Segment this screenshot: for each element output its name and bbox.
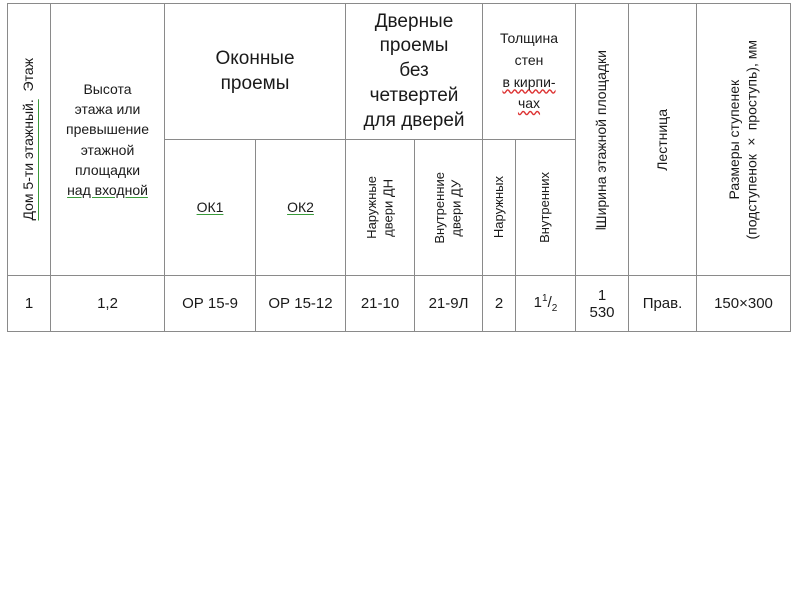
specification-table	[7, 3, 791, 332]
header-door-outer-line2: двери ДН	[380, 178, 395, 237]
header-stair-text: Лестница	[653, 108, 670, 171]
header-wall-inner-text: Внутренних	[537, 172, 553, 243]
header-windows-line: Оконные	[215, 47, 295, 69]
cell-floor-value: 1	[24, 294, 34, 312]
cell-stair	[629, 276, 697, 332]
header-landing-width-text: Ширина этажной площадки	[593, 49, 610, 229]
cell-floor	[8, 276, 51, 332]
cell-height	[51, 276, 165, 332]
header-ok1-text: ОК1	[196, 198, 224, 215]
cell-wall-inner-whole: 1	[533, 294, 543, 311]
header-height-line: превышение	[65, 121, 149, 138]
cell-wall-outer-value: 2	[494, 294, 504, 312]
header-walls-line: чах	[517, 95, 541, 112]
cell-wall-inner-numerator: 1	[542, 293, 548, 304]
header-height-line: этажной	[80, 141, 135, 158]
header-doors-line: без	[399, 60, 429, 82]
cell-steps-value: 150×300	[714, 294, 773, 312]
header-height-line: этажа или	[74, 100, 141, 117]
header-walls	[483, 4, 576, 140]
header-doors-line: четвертей	[369, 84, 459, 106]
header-floor-line2: Этаж	[20, 58, 37, 92]
header-steps-line2: (подступенок × проступь), мм	[743, 39, 760, 240]
cell-landing-width-line1: 1	[597, 286, 607, 304]
cell-landing-width-line2: 530	[589, 303, 615, 321]
header-door-inner-line2: двери ДУ	[448, 179, 464, 236]
header-windows-line: проемы	[220, 72, 290, 94]
header-wall-outer	[483, 140, 516, 276]
header-door-inner	[415, 140, 483, 276]
header-steps	[697, 4, 791, 276]
header-ok2	[256, 140, 346, 276]
header-doors-line: проемы	[379, 35, 449, 57]
header-door-outer	[346, 140, 415, 276]
cell-landing-width	[576, 276, 629, 332]
header-steps-line1: Размеры ступенек	[726, 79, 742, 200]
header-windows	[165, 4, 346, 140]
cell-ok2-value: ОР 15-12	[268, 294, 333, 312]
header-walls-line: Толщина	[500, 30, 558, 47]
header-stair	[629, 4, 697, 276]
header-walls-line: в кирпи-	[502, 73, 556, 90]
header-wall-outer-text: Наружных	[490, 176, 506, 239]
cell-height-value: 1,2	[97, 294, 118, 312]
cell-stair-value: Прав.	[642, 294, 683, 312]
header-height-line: Высота	[83, 80, 132, 97]
header-height	[51, 4, 165, 276]
header-doors	[346, 4, 483, 140]
header-ok2-text: ОК2	[287, 198, 314, 215]
header-ok1	[165, 140, 256, 276]
cell-ok1	[165, 276, 256, 332]
header-floor	[8, 4, 51, 276]
text-cursor	[596, 228, 606, 229]
cell-door-outer	[346, 276, 415, 332]
cell-door-outer-value: 21-10	[360, 294, 400, 312]
header-door-inner-line1: Внутренние	[432, 171, 448, 244]
cell-door-inner	[415, 276, 483, 332]
header-doors-line: Дверные	[374, 10, 454, 32]
cell-wall-inner-value: $1^1/_2$	[533, 293, 558, 314]
header-floor-line1: Дом 5-ти этажный.	[20, 99, 37, 221]
header-height-line: над входной	[67, 182, 148, 199]
cell-wall-inner-denominator: 2	[551, 303, 558, 314]
cell-wall-outer	[483, 276, 516, 332]
cell-ok1-value: ОР 15-9	[182, 294, 238, 312]
header-doors-line: для дверей	[363, 109, 465, 131]
header-height-line: площадки	[74, 161, 141, 178]
header-wall-inner	[516, 140, 576, 276]
cell-ok2	[256, 276, 346, 332]
cell-door-inner-value: 21-9Л	[428, 294, 469, 312]
header-walls-line: стен	[514, 51, 544, 68]
header-landing-width	[576, 4, 629, 276]
header-door-outer-line1: Наружные	[363, 176, 379, 239]
cell-steps	[697, 276, 791, 332]
cell-wall-inner	[516, 276, 576, 332]
